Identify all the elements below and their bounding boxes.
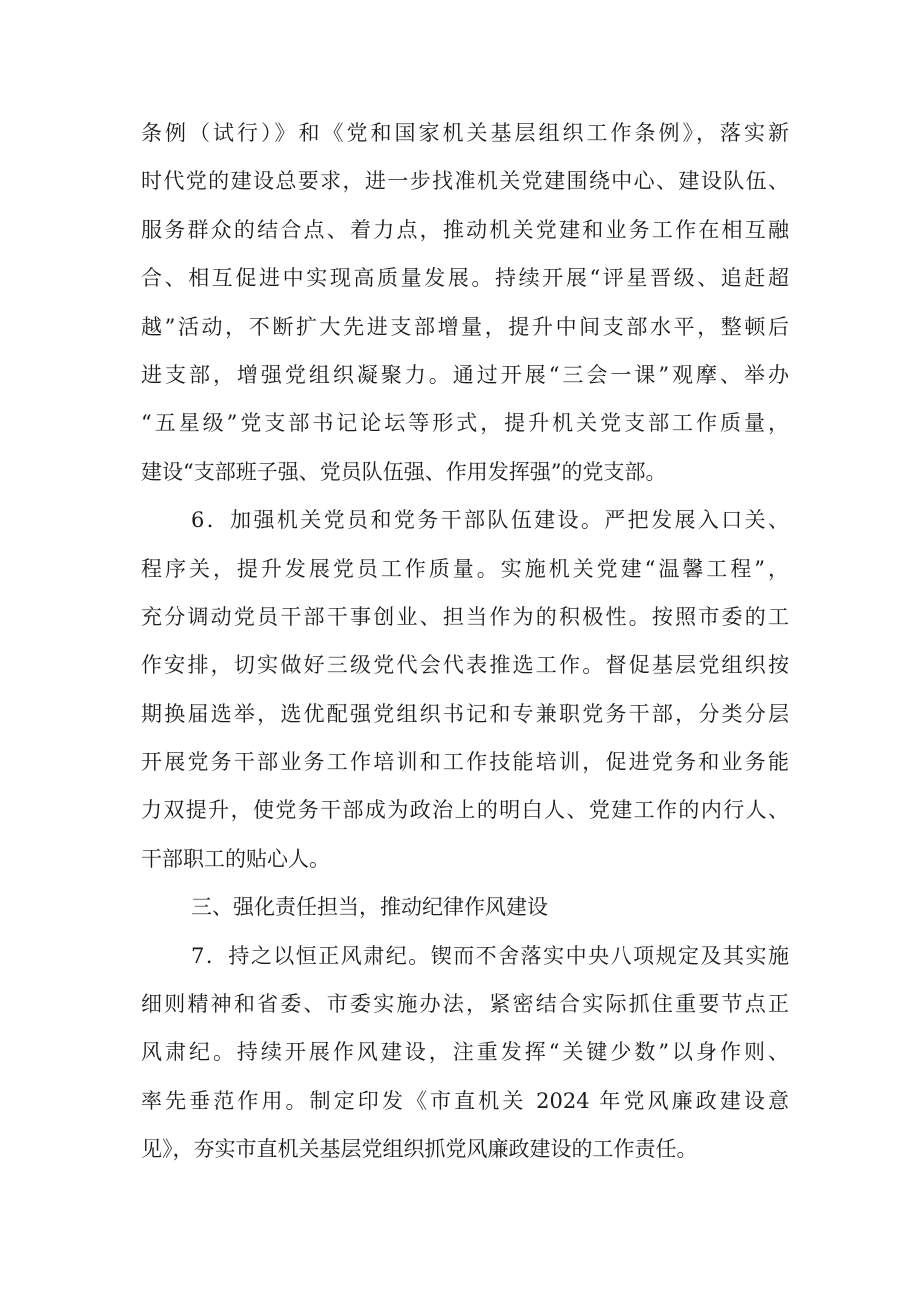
text-line: 率先垂范作用。制定印发《市直机关 2024 年党风廉政建设意 (141, 1088, 789, 1113)
document-body (141, 109, 789, 1174)
text-line: 进支部，增强党组织凝聚力。通过开展“三会一课”观摩、举办 (141, 362, 789, 387)
paragraph-item-7 (141, 932, 789, 1174)
paragraph-item-6 (141, 496, 789, 883)
text-line: 程序关，提升发展党员工作质量。实施机关党建“温馨工程”， (141, 556, 789, 581)
text-line: 细则精神和省委、市委实施办法，紧密结合实际抓住重要节点正 (141, 992, 789, 1017)
text-line: 作安排，切实做好三级党代会代表推选工作。督促基层党组织按 (141, 653, 789, 678)
text-line: 合、相互促进中实现高质量发展。持续开展“评星晋级、追赶超 (141, 266, 789, 291)
text-line: 条例（试行）》和《党和国家机关基层组织工作条例》，落实新 (141, 121, 789, 145)
section-heading: 三、强化责任担当，推动纪律作风建设 (191, 895, 548, 920)
text-line: 见》，夯实市直机关基层党组织抓党风廉政建设的工作责任。 (141, 1137, 698, 1162)
text-line: 力双提升，使党务干部成为政治上的明白人、党建工作的内行人、 (141, 798, 789, 823)
paragraph-continued (141, 109, 789, 496)
text-line: 越”活动，不断扩大先进支部增量，提升中间支部水平，整顿后 (141, 314, 789, 339)
text-line: 建设“支部班子强、党员队伍强、作用发挥强”的党支部。 (141, 459, 667, 484)
text-line: 时代党的建设总要求，进一步找准机关党建围绕中心、建设队伍、 (141, 169, 789, 194)
text-line: 6．加强机关党员和党务干部队伍建设。严把发展入口关、 (191, 508, 789, 533)
text-line: 充分调动党员干部干事创业、担当作为的积极性。按照市委的工 (141, 604, 789, 629)
text-line: 7．持之以恒正风肃纪。锲而不舍落实中央八项规定及其实施 (191, 943, 789, 968)
text-line: 服务群众的结合点、着力点，推动机关党建和业务工作在相互融 (141, 217, 789, 242)
text-line: “五星级”党支部书记论坛等形式，提升机关党支部工作质量， (141, 411, 789, 436)
text-line: 开展党务干部业务工作培训和工作技能培训，促进党务和业务能 (141, 750, 789, 775)
text-line: 风肃纪。持续开展作风建设，注重发挥“关键少数”以身作则、 (141, 1040, 789, 1065)
text-line: 干部职工的贴心人。 (141, 846, 330, 871)
text-line: 期换届选举，选优配强党组织书记和专兼职党务干部，分类分层 (141, 701, 789, 726)
